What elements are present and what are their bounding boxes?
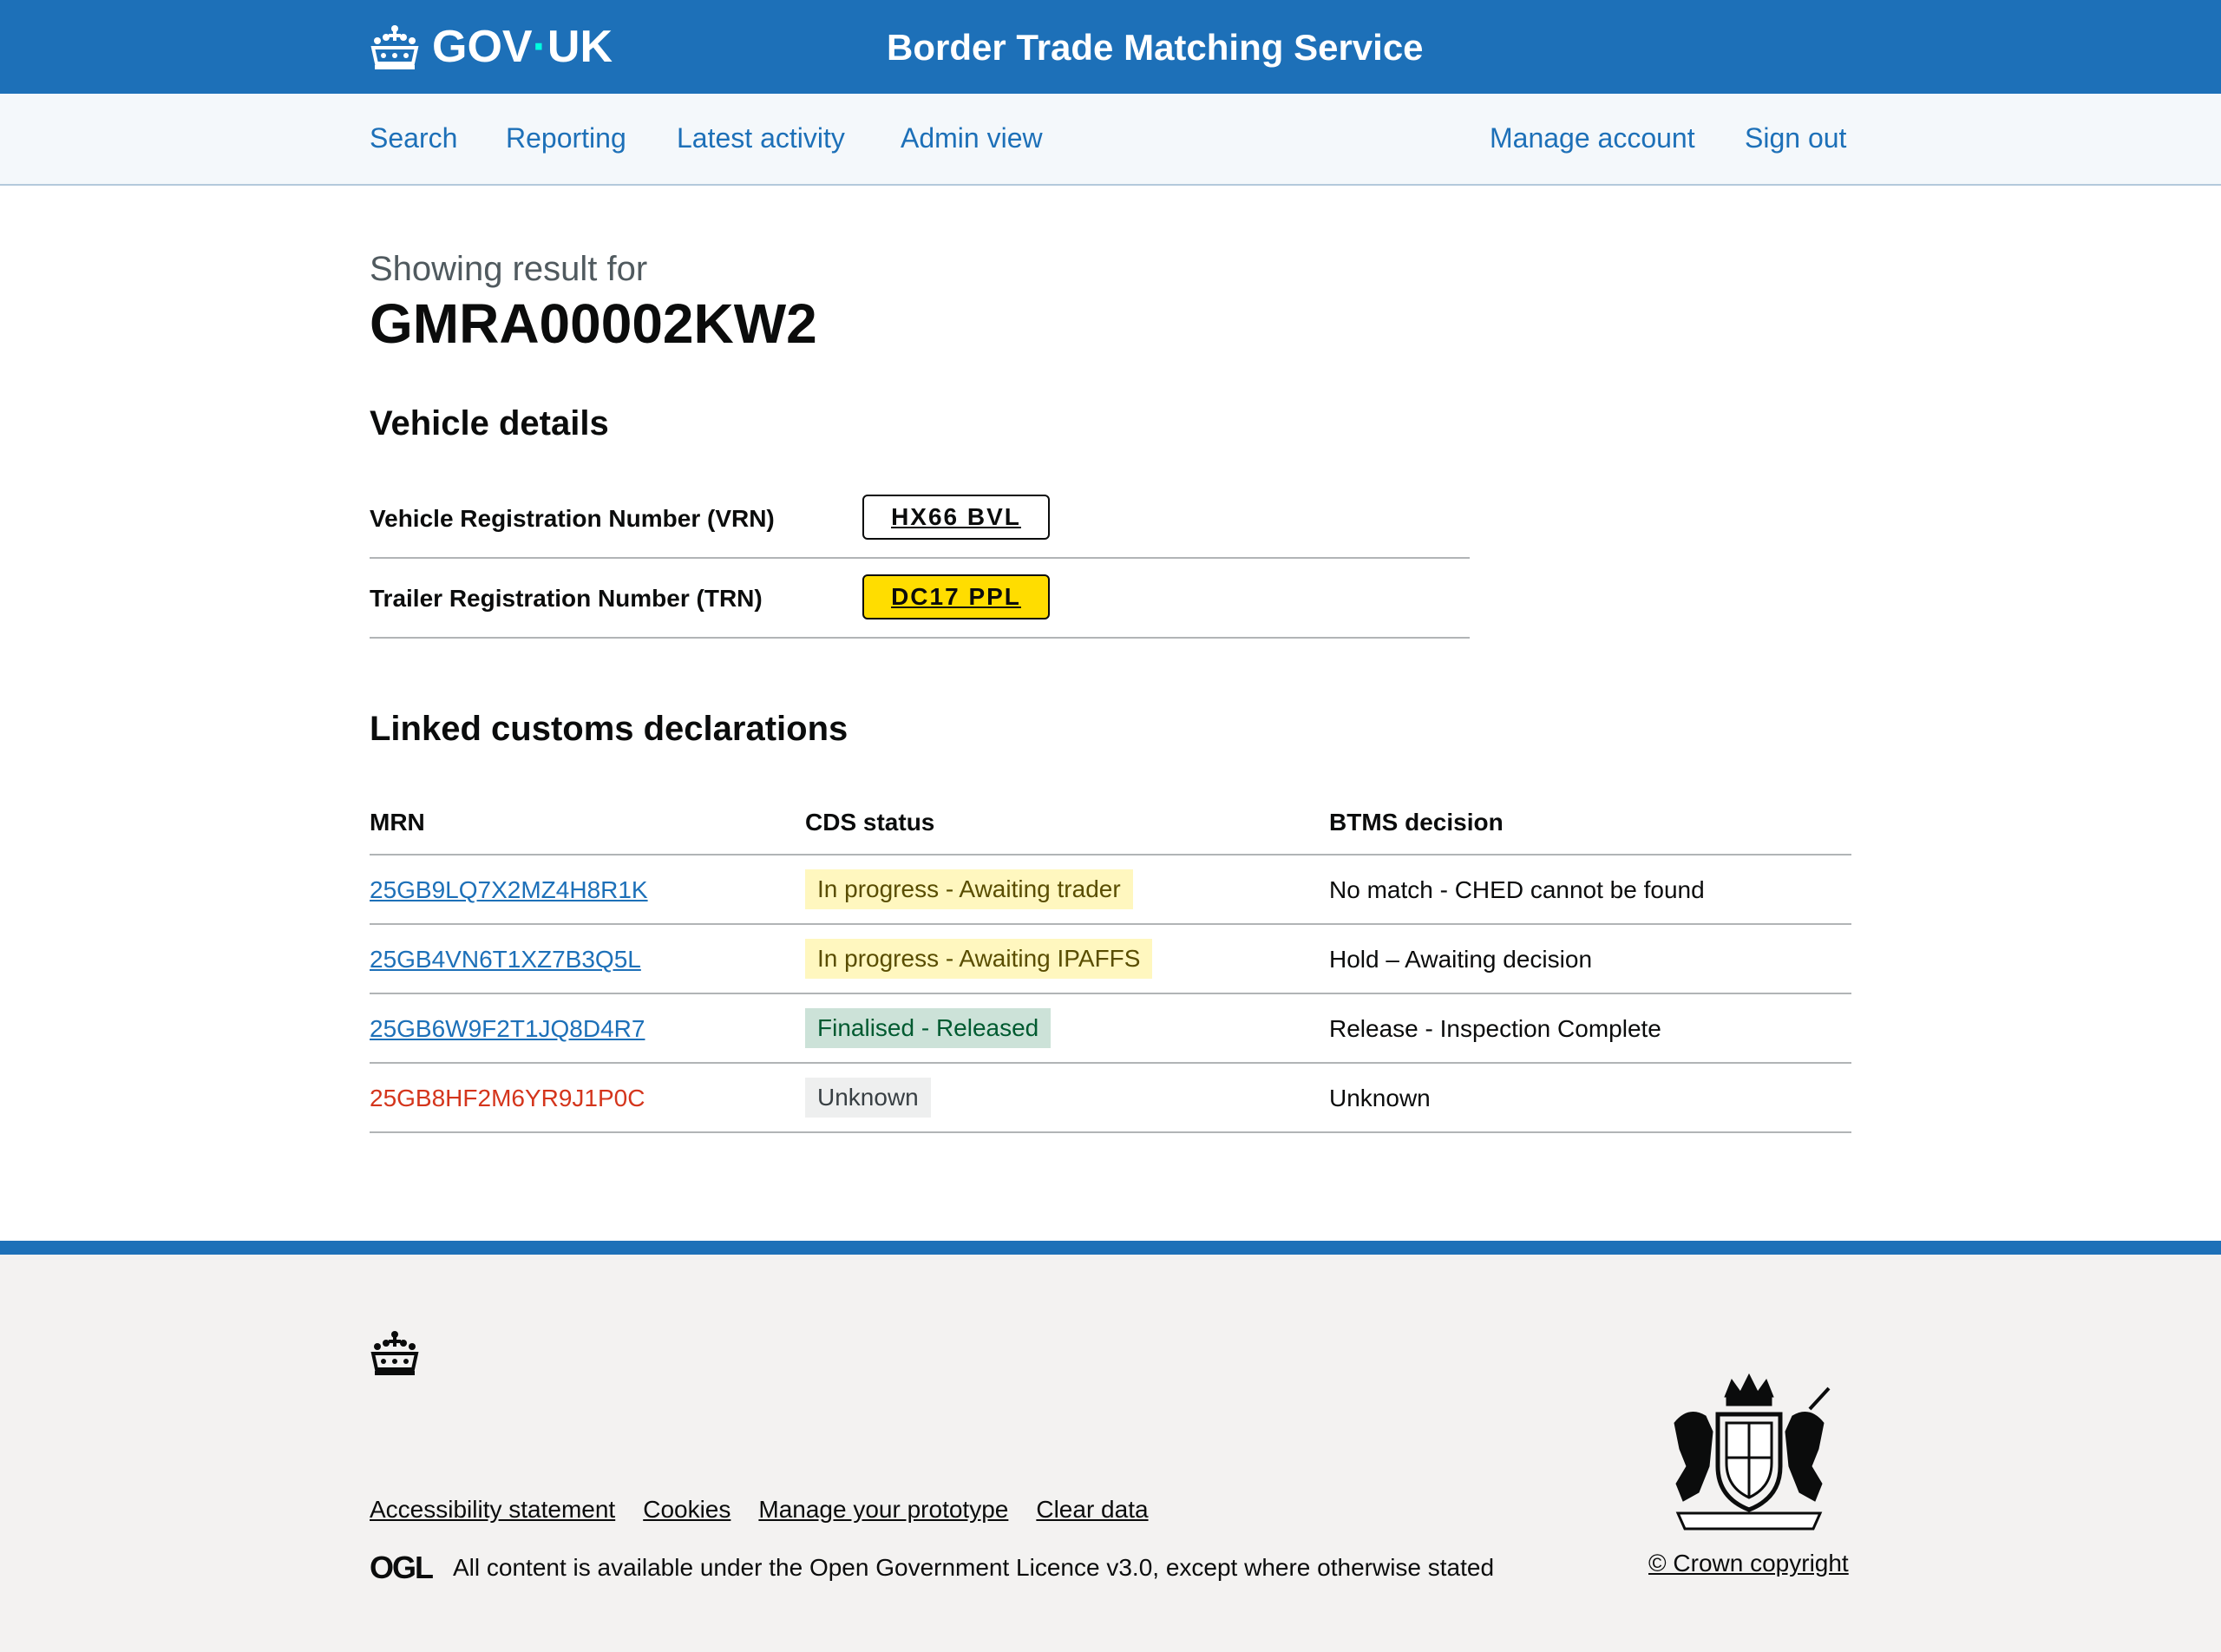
status-tag: In progress - Awaiting trader (805, 869, 1133, 909)
nav-search[interactable]: Search (370, 122, 458, 154)
trn-label: Trailer Registration Number (TRN) (370, 585, 763, 612)
table-row (370, 1064, 1851, 1133)
vrn-row (370, 479, 1470, 559)
footer-link-cookies[interactable]: Cookies (643, 1496, 731, 1523)
crown-icon (370, 1329, 420, 1376)
crown-copyright-link[interactable]: © Crown copyright (1648, 1550, 1849, 1577)
nav-admin-view[interactable]: Admin view (901, 122, 1043, 154)
footer-links (370, 1496, 1149, 1524)
nav-reporting[interactable]: Reporting (506, 122, 626, 154)
declarations-table-header (370, 793, 1851, 856)
footer-link-accessibility[interactable]: Accessibility statement (370, 1496, 616, 1523)
trn-plate[interactable]: DC17 PPL (862, 574, 1050, 620)
mrn-link[interactable]: 25GB6W9F2T1JQ8D4R7 (370, 1015, 645, 1042)
page-title: GMRA00002KW2 (370, 292, 817, 355)
table-row (370, 994, 1851, 1064)
trn-row (370, 559, 1470, 639)
vehicle-details-heading: Vehicle details (370, 404, 609, 442)
nav-sign-out[interactable]: Sign out (1745, 122, 1847, 154)
logo-gov: GOV (432, 22, 533, 72)
status-tag: In progress - Awaiting IPAFFS (805, 939, 1152, 979)
nav-manage-account[interactable]: Manage account (1490, 122, 1695, 154)
footer-link-clear-data[interactable]: Clear data (1036, 1496, 1149, 1523)
header (0, 0, 2221, 94)
decision-text: Hold – Awaiting decision (1329, 946, 1593, 973)
royal-coat-of-arms-icon (1657, 1371, 1841, 1532)
mrn-text-unlinked: 25GB8HF2M6YR9J1P0C (370, 1085, 645, 1111)
service-name[interactable]: Border Trade Matching Service (887, 27, 1424, 68)
decision-text: No match - CHED cannot be found (1329, 876, 1705, 903)
logo-uk: UK (547, 22, 613, 72)
mrn-link[interactable]: 25GB9LQ7X2MZ4H8R1K (370, 876, 648, 903)
column-header-btms-decision: BTMS decision (1329, 809, 1504, 836)
footer (0, 1241, 2221, 1652)
table-row (370, 925, 1851, 994)
vrn-label: Vehicle Registration Number (VRN) (370, 505, 775, 532)
footer-link-manage-prototype[interactable]: Manage your prototype (758, 1496, 1009, 1523)
licence-statement (370, 1550, 1494, 1586)
decision-text: Release - Inspection Complete (1329, 1015, 1661, 1042)
gov-uk-logo[interactable] (370, 19, 613, 75)
column-header-mrn: MRN (370, 809, 425, 836)
licence-suffix: , except where otherwise stated (1152, 1554, 1495, 1581)
status-tag: Finalised - Released (805, 1008, 1051, 1048)
column-header-cds-status: CDS status (805, 809, 935, 836)
crown-icon (370, 23, 420, 70)
licence-link[interactable]: Open Government Licence v3.0 (809, 1554, 1153, 1581)
ogl-logo-icon: OGL (370, 1550, 432, 1585)
vrn-plate[interactable]: HX66 BVL (862, 495, 1050, 540)
status-tag: Unknown (805, 1078, 931, 1118)
nav-latest-activity[interactable]: Latest activity (677, 122, 845, 154)
licence-prefix: All content is available under the (453, 1554, 803, 1581)
service-navigation (0, 94, 2221, 186)
decision-text: Unknown (1329, 1085, 1431, 1111)
logo-dot: · (532, 22, 547, 72)
mrn-link[interactable]: 25GB4VN6T1XZ7B3Q5L (370, 946, 641, 973)
declarations-heading: Linked customs declarations (370, 710, 848, 748)
page-caption: Showing result for (370, 250, 648, 288)
table-row (370, 856, 1851, 925)
